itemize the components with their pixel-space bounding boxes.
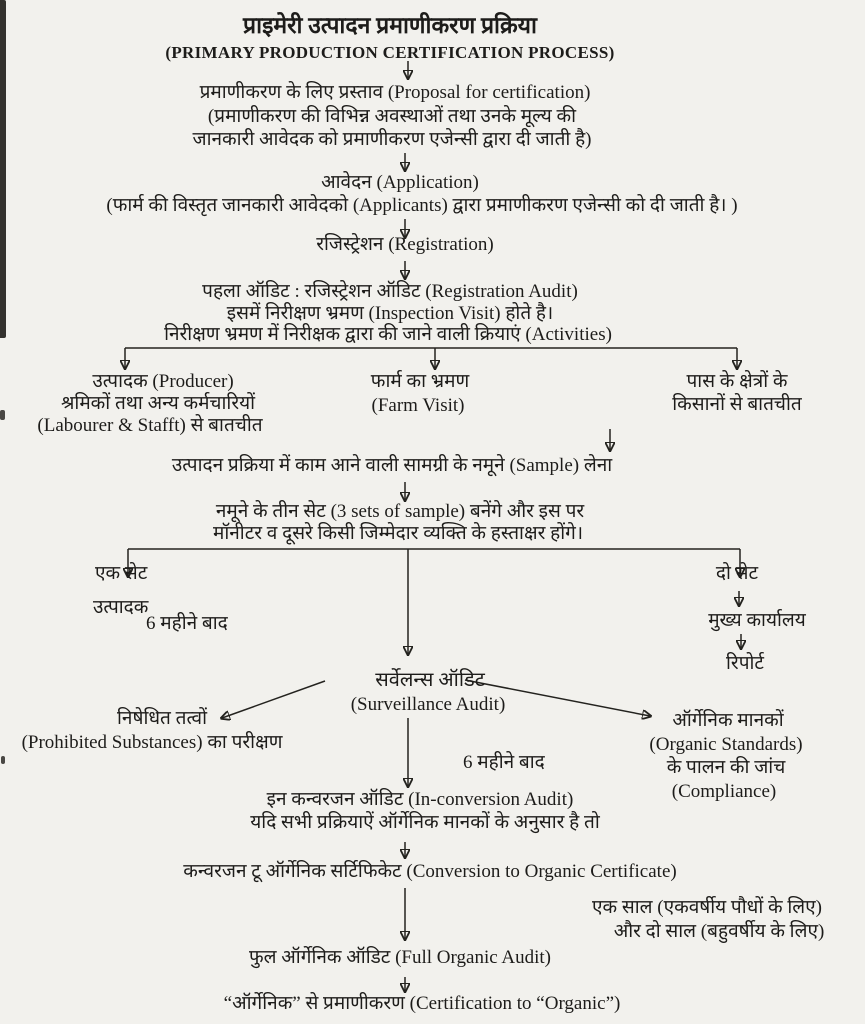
- node-registration-audit-line1: पहला ऑडिट : रजिस्ट्रेशन ऑडिट (Registration Audit): [202, 281, 578, 302]
- node-neighbours-line2: किसानों से बातचीत: [672, 394, 802, 415]
- node-two-sets: दो सेट: [715, 563, 759, 584]
- page-title-hindi: प्राइमेरी उत्पादन प्रमाणीकरण प्रक्रिया: [243, 13, 537, 38]
- node-sample-sets-line2: मॉनीटर व दूसरे किसी जिम्मेदार व्यक्ति के हस्ताक्षर होंगे।: [212, 523, 584, 544]
- node-producer-line3: (Labourer & Stafft) से बातचीत: [37, 415, 263, 436]
- arrow-surveillance-to-prohibited: [222, 681, 325, 718]
- node-neighbours-line1: पास के क्षेत्रों के: [686, 371, 788, 392]
- node-farm-visit-line1: फार्म का भ्रमण: [370, 371, 470, 392]
- node-prohibited-line2: (Prohibited Substances) का परीक्षण: [21, 732, 283, 753]
- node-sampling: उत्पादन प्रक्रिया में काम आने वाली सामग्री के नमूने (Sample) लेना: [171, 455, 613, 476]
- node-inconversion-line1: इन कन्वरजन ऑडिट (In-conversion Audit): [266, 789, 574, 810]
- node-surveillance-line1: सर्वेलन्स ऑडिट: [375, 669, 485, 691]
- node-registration-audit-line3: निरीक्षण भ्रमण में निरीक्षक द्वारा की जाने वाली क्रियाएं (Activities): [164, 324, 612, 345]
- page-title-english: (PRIMARY PRODUCTION CERTIFICATION PROCESS): [165, 43, 615, 62]
- node-proposal-line2: (प्रमाणीकरण की विभिन्न अवस्थाओं तथा उनके मूल्य की: [207, 106, 577, 127]
- node-application-line1: आवेदन (Application): [321, 172, 479, 193]
- node-inconversion-line2: यदि सभी प्रक्रियाऐं ऑर्गेनिक मानकों के अनुसार है तो: [250, 812, 600, 833]
- node-registration: रजिस्ट्रेशन (Registration): [316, 234, 494, 255]
- node-organic-standards-line1: ऑर्गेनिक मानकों: [672, 710, 784, 731]
- node-report: रिपोर्ट: [726, 653, 764, 674]
- note-duration-line1: एक साल (एकवर्षीय पौधों के लिए): [592, 897, 822, 918]
- node-conversion-certificate: कन्वरजन टू ऑर्गेनिक सर्टिफिकेट (Conversion to Organic Certificate): [183, 861, 677, 882]
- node-registration-audit-line2: इसमें निरीक्षण भ्रमण (Inspection Visit) होते है।: [226, 303, 554, 324]
- node-producer-line1: उत्पादक (Producer): [92, 371, 234, 392]
- node-proposal-line1: प्रमाणीकरण के लिए प्रस्ताव (Proposal for certification): [199, 82, 591, 103]
- node-one-set-line2: उत्पादक: [93, 597, 149, 618]
- node-one-set-line1: एक सेट: [95, 563, 148, 584]
- node-farm-visit-line2: (Farm Visit): [371, 395, 465, 416]
- node-certification: “ऑर्गेनिक” से प्रमाणीकरण (Certification to “Organic”): [223, 993, 621, 1014]
- node-organic-standards-line4: (Compliance): [671, 781, 777, 802]
- node-producer-line2: श्रमिकों तथा अन्य कर्मचारियों: [60, 393, 256, 414]
- note-six-months-left: 6 महीने बाद: [146, 613, 228, 634]
- node-sample-sets-line1: नमूने के तीन सेट (3 sets of sample) बनेंगे और इस पर: [215, 501, 585, 522]
- node-organic-standards-line2: (Organic Standards): [649, 734, 803, 755]
- node-surveillance-line2: (Surveillance Audit): [350, 694, 506, 715]
- node-prohibited-line1: निषेधित तत्वों: [117, 708, 207, 729]
- node-full-organic-audit: फुल ऑर्गेनिक ऑडिट (Full Organic Audit): [249, 947, 551, 968]
- scan-speck: [0, 410, 5, 420]
- node-proposal-line3: जानकारी आवेदक को प्रमाणीकरण एजेन्सी द्वारा दी जाती है): [192, 129, 592, 150]
- note-duration-line2: और दो साल (बहुवर्षीय के लिए): [613, 921, 825, 942]
- scan-speck: [1, 756, 5, 764]
- note-six-months-center: 6 महीने बाद: [463, 752, 545, 773]
- node-head-office: मुख्य कार्यालय: [708, 610, 806, 631]
- scan-edge-artifact: [0, 0, 6, 338]
- node-application-line2: (फार्म की विस्तृत जानकारी आवेदको (Applicants) द्वारा प्रमाणीकरण एजेन्सी को दी जाती है। ): [106, 195, 738, 216]
- node-organic-standards-line3: के पालन की जांच: [666, 757, 786, 778]
